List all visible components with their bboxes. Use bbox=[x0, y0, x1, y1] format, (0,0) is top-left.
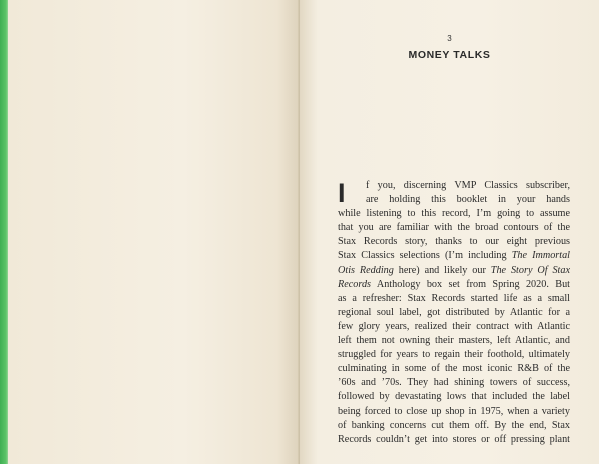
text-run: Anthology box set from Spring 2020. But bbox=[371, 278, 570, 290]
chapter-number: 3 bbox=[447, 34, 452, 43]
italic-title: The Story Of Stax bbox=[490, 264, 571, 276]
drop-cap: I bbox=[338, 178, 346, 208]
text-run: Records couldn’t get into stores or off pressing plant bbox=[338, 433, 570, 445]
text-line bbox=[338, 207, 570, 221]
text-run: here) and likely our bbox=[393, 264, 491, 276]
text-run: left them not owning their masters, left Atlantic, and bbox=[338, 335, 570, 347]
text-run: being forced to close up shop in 1975, when a variety bbox=[338, 405, 570, 417]
paragraph bbox=[338, 179, 570, 447]
body-text bbox=[338, 179, 570, 447]
text-line bbox=[338, 221, 570, 235]
text-run: that you are familiar with the broad contours of the bbox=[338, 222, 570, 234]
text-run: followed by devastating lows that included the label bbox=[338, 391, 570, 403]
text-line bbox=[338, 193, 570, 207]
text-line bbox=[338, 334, 570, 348]
italic-title: The Immortal bbox=[511, 250, 571, 262]
text-line bbox=[338, 179, 570, 193]
text-line bbox=[338, 390, 570, 404]
text-run: of banking concerns cut them off. By the end, Stax bbox=[338, 419, 570, 431]
italic-title: Records bbox=[338, 278, 372, 290]
text-line bbox=[338, 306, 570, 320]
text-run: are holding this booklet in your hands bbox=[366, 194, 570, 206]
text-run: as a refresher: Stax Records started life as a small bbox=[338, 292, 570, 304]
text-line bbox=[338, 433, 570, 447]
text-line bbox=[338, 278, 570, 292]
text-run: while listening to this record, I’m going to assume bbox=[338, 208, 570, 220]
text-line bbox=[338, 405, 570, 419]
text-run: Stax Classics selections (I’m including bbox=[338, 250, 512, 262]
left-page bbox=[8, 0, 300, 464]
right-page bbox=[300, 0, 599, 464]
text-line bbox=[338, 320, 570, 334]
text-run: few glory years, realized their contract with Atlantic bbox=[338, 320, 570, 332]
text-run: f you, discerning VMP Classics subscriber, bbox=[366, 180, 570, 191]
text-run: Stax Records story, thanks to our eight previous bbox=[338, 236, 570, 248]
text-run: regional soul label, got distributed by Atlantic for a bbox=[338, 306, 570, 318]
text-line bbox=[338, 362, 570, 376]
text-line bbox=[338, 348, 570, 362]
text-line bbox=[338, 376, 570, 390]
text-run: ’60s and ’70s. They had shining towers of success, bbox=[338, 377, 570, 389]
chapter-title: MONEY TALKS bbox=[408, 49, 491, 61]
text-line bbox=[338, 419, 570, 433]
text-line bbox=[338, 235, 570, 249]
text-run: culminating in some of the most iconic R&B of the bbox=[338, 363, 570, 375]
text-line bbox=[338, 264, 570, 278]
text-run: struggled for years to regain their foothold, ultimately bbox=[338, 349, 570, 361]
book-spread bbox=[8, 0, 599, 464]
text-line bbox=[338, 249, 570, 263]
text-line bbox=[338, 292, 570, 306]
italic-title: Otis Redding bbox=[338, 264, 394, 276]
